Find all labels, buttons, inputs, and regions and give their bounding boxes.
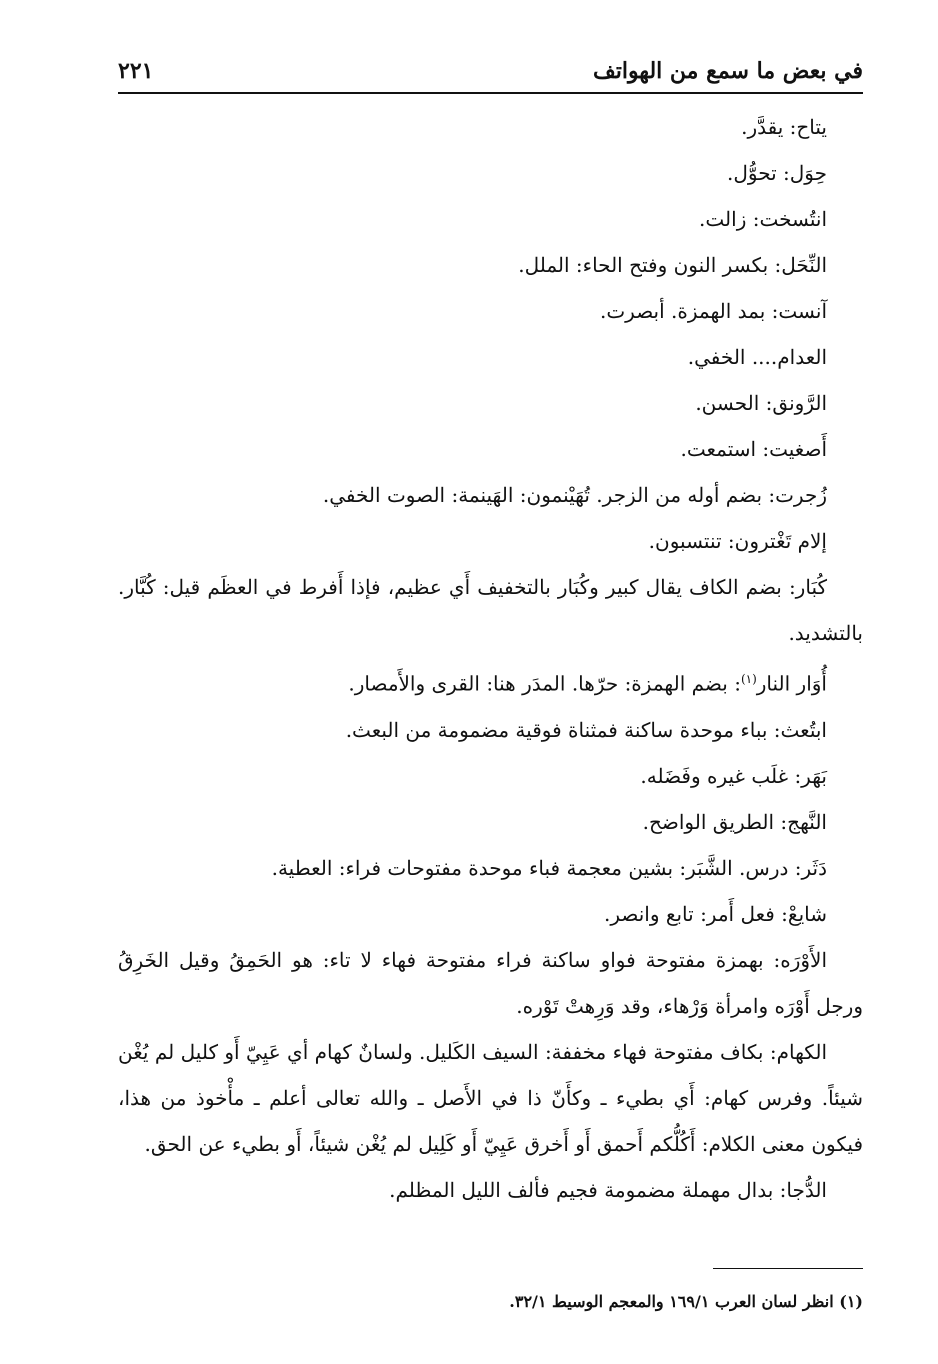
awar-definition: : بضم الهمزة: حرّها. المدَر هنا: القرى والأَمصار. — [348, 671, 741, 696]
running-title: في بعض ما سمع من الهواتف — [592, 58, 863, 84]
footnote-marker: (١) — [740, 672, 757, 686]
glossary-entry: دَثَر: درس. الشَّبَر: بشين معجمة فباء موحدة مفتوحات فراء: العطية. — [271, 855, 827, 880]
glossary-entry: يتاح: يقدَّر. — [741, 115, 827, 139]
glossary-entry: كُبَار: بضم الكاف يقال كبير وكُبَار بالتخفيف أَي عظيم، فإذا أَفرط في العظَم قيل: كُبَّار. بالتشديد. — [118, 575, 863, 645]
glossary-entry: الأَوْرَه: بهمزة مفتوحة فواو ساكنة فراء مفتوحة فهاء لا تاء: هو الحَمِقُ وقيل الخَرِقُ ورجل أَوْرَه وامرأة وَرْهاء، وقد وَرِهتْ تَوْره. — [118, 947, 863, 1018]
glossary-entry: شايعْ: فعل أَمر: تابع وانصر. — [603, 901, 827, 926]
page-header — [118, 50, 863, 94]
glossary-entry: النِّحَل: بكسر النون وفتح الحاء: الملل. — [518, 253, 827, 277]
glossary-entry: الكهام: بكاف مفتوحة فهاء مخففة: السيف الكَليل. ولسانٌ كهام أي عَيِيّ أَو كليل لم يُغْن شيئاً. وفرس كهام: أَي بطيء ـ وكأَنّ ذا في الأَصل ـ والله تعالى أعلم ـ مأْخوذ من هذا، فيكون معنى الكلام: أَكُلُّكم أَحمق أَو أَخرق عَيِيّ أَو كَلِيل لم يُغْن شيئاً، أَو بطيء عن الحق. — [118, 1039, 863, 1156]
footnote: (١) انظر لسان العرب ١٦٩/١ والمعجم الوسيط ٣٢/١. — [509, 1292, 863, 1311]
glossary-entry: النَّهج: الطريق الواضح. — [642, 809, 827, 834]
glossary-entry-awar — [118, 656, 863, 707]
page-number: ٢٢١ — [118, 58, 154, 84]
glossary-entry: انتُسخت: زالت. — [699, 207, 827, 231]
glossary-entry: إلام تَغْترون: تنتسبون. — [648, 529, 827, 553]
glossary-entry: آنست: بمد الهمزة. أبصرت. — [599, 299, 827, 323]
glossary-entry: أَصغيت: استمعت. — [680, 437, 827, 461]
awar-headword: أُوَار النار — [756, 671, 827, 696]
glossary-entry: الدُّجا: بدال مهملة مضمومة فجيم فألف الليل المظلم. — [389, 1177, 827, 1202]
glossary-entry: زُجرت: بضم أوله من الزجر. تُهَيْنمون: الهَينمة: الصوت الخفي. — [322, 483, 827, 507]
glossary-entry: ابتُعث: بباء موحدة ساكنة فمثناة فوقية مضمومة من البعث. — [345, 717, 827, 742]
glossary-entry: الرَّونق: الحسن. — [695, 391, 827, 415]
glossary-entry: بَهَر: غلَب غيره وفَضَله. — [640, 763, 827, 788]
glossary-entry: العدام.... الخفي. — [687, 345, 827, 369]
glossary-entry: حِوَل: تحوُّل. — [726, 161, 827, 185]
footnote-divider — [713, 1268, 863, 1269]
glossary-entries — [118, 104, 863, 1213]
